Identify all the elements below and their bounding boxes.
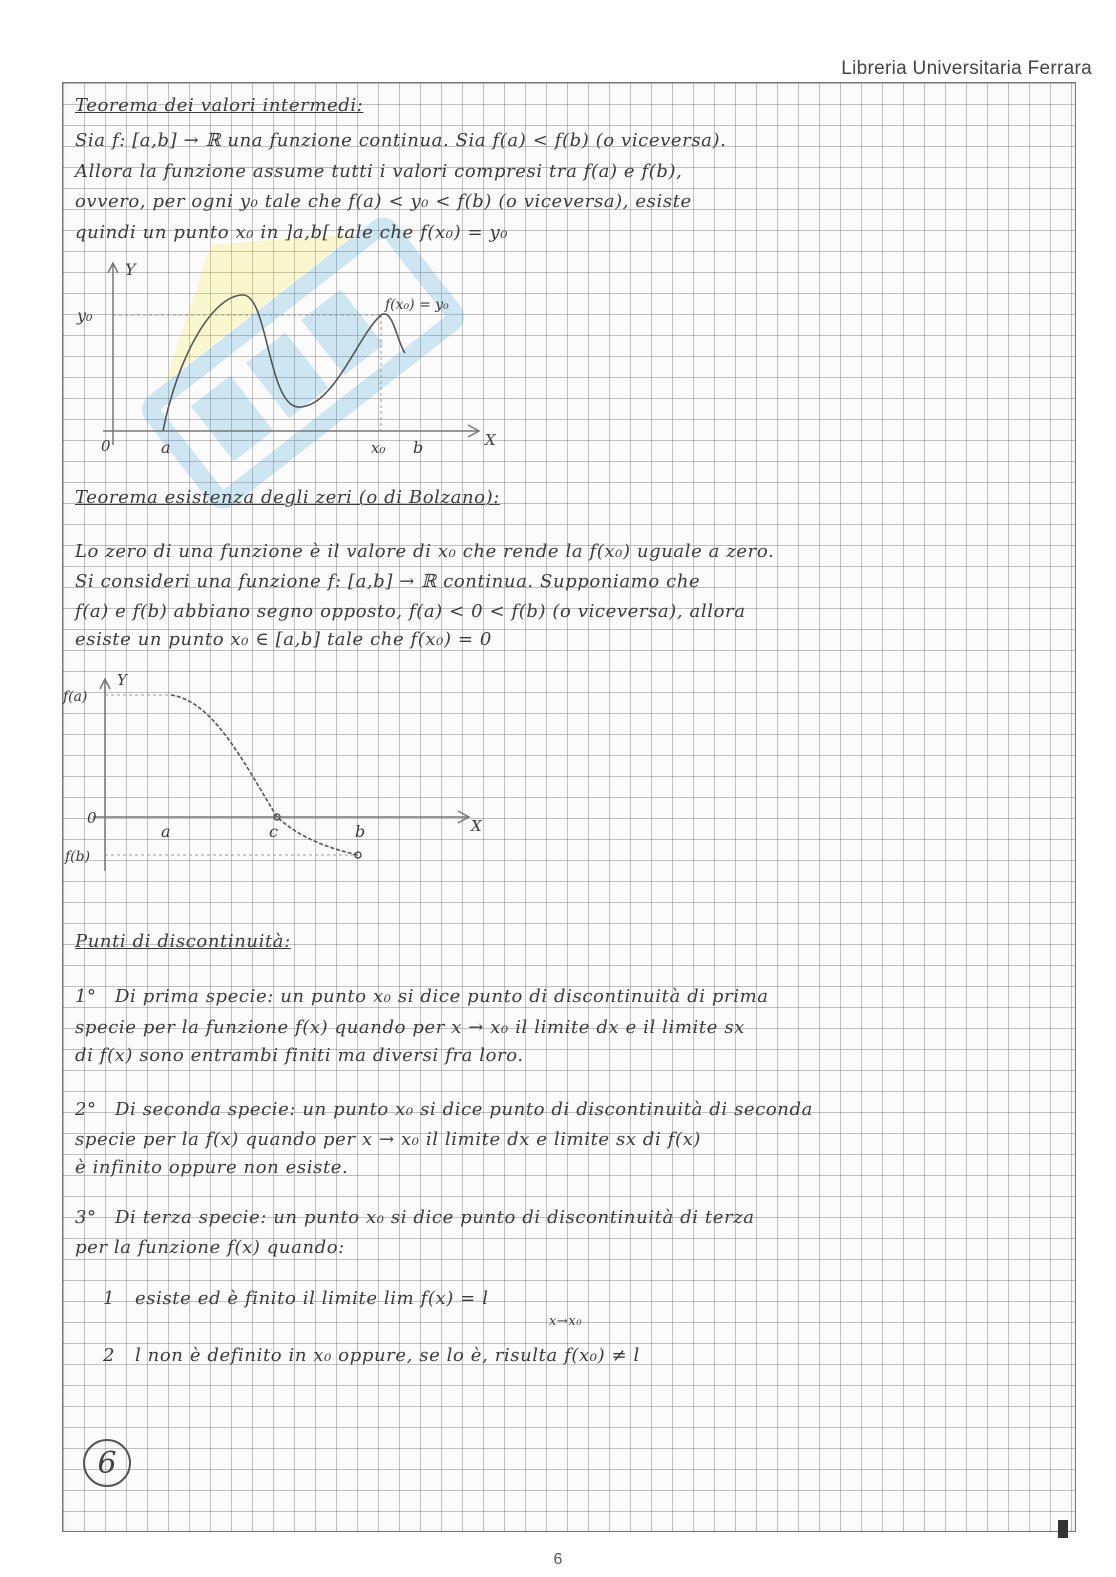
item3-number: 3° [75,1207,97,1228]
section1-title: Teorema dei valori intermedi: [75,95,364,116]
function-curve [171,695,358,855]
circled-page-number: 6 [83,1439,131,1487]
condition2-text: l non è definito in x₀ oppure, se lo è, risulta f(x₀) ≠ l [135,1345,640,1366]
c-label: c [269,822,278,841]
x0-label: x₀ [371,439,386,457]
bolzano-graph [63,671,503,881]
section1-line-1: Sia f: [a,b] → ℝ una funzione continua. Sia f(a) < f(b) (o viceversa). [75,130,727,151]
intermediate-value-graph [77,255,523,457]
header-library-name: Libreria Universitaria Ferrara [841,58,1092,79]
section2-line-1: Lo zero di una funzione è il valore di x₀ che rende la f(x₀) uguale a zero. [75,541,775,562]
fx0-label: f(x₀) = y₀ [385,297,449,313]
b-label: b [355,822,366,841]
item3-line-1: Di terza specie: un punto x₀ si dice punto di discontinuità di terza [115,1207,755,1228]
item2-number: 2° [75,1099,97,1120]
section1-line-3: ovvero, per ogni y₀ tale che f(a) < y₀ < f(b) (o viceversa), esiste [75,191,692,212]
footer-page-number: 6 [553,1551,563,1568]
a-label: a [161,822,171,841]
x-axis-label: X [485,431,496,449]
item2-line-3: è infinito oppure non esiste. [75,1157,349,1178]
section2-line-4: esiste un punto x₀ ∈ [a,b] tale che f(x₀) = 0 [75,629,492,650]
condition1-number: 1 [103,1288,116,1309]
b-label: b [413,438,424,457]
item1-number: 1° [75,986,97,1007]
section1-line-4: quindi un punto x₀ in ]a,b[ tale che f(x₀) = y₀ [75,222,509,243]
section2-title: Teorema esistenza degli zeri (o di Bolzano): [75,487,500,508]
y0-label: y₀ [77,306,93,325]
section1-line-2: Allora la funzione assume tutti i valori compresi tra f(a) e f(b), [75,161,683,182]
fb-label: f(b) [65,849,91,865]
section3-title: Punti di discontinuità: [75,931,291,952]
x-axis-label: X [471,817,482,835]
condition2-number: 2 [103,1345,116,1366]
item3-line-2: per la funzione f(x) quando: [75,1237,345,1258]
origin-label: 0 [87,809,97,827]
item1-line-3: di f(x) sono entrambi finiti ma diversi fra loro. [75,1045,524,1066]
origin-label: 0 [101,437,111,455]
y-axis-label: Y [125,260,136,279]
item2-line-1: Di seconda specie: un punto x₀ si dice punto di discontinuità di seconda [115,1099,813,1120]
grid-paper-sheet [62,82,1076,1532]
condition1-text: esiste ed è finito il limite lim f(x) = l [135,1288,489,1309]
fa-label: f(a) [63,689,88,705]
item1-line-2: specie per la funzione f(x) quando per x → x₀ il limite dx e il limite sx [75,1017,745,1038]
scan-edge-mark [1058,1520,1068,1538]
item1-line-1: Di prima specie: un punto x₀ si dice punto di discontinuità di prima [115,986,769,1007]
a-label: a [161,438,171,457]
section2-line-3: f(a) e f(b) abbiano segno opposto, f(a) < 0 < f(b) (o viceversa), allora [75,601,746,622]
section2-line-2: Si consideri una funzione f: [a,b] → ℝ continua. Supponiamo che [75,571,701,592]
condition1-limit-subscript: x→x₀ [549,1314,583,1329]
y-axis-label: Y [117,671,127,689]
item2-line-2: specie per la f(x) quando per x → x₀ il limite dx e limite sx di f(x) [75,1129,701,1150]
